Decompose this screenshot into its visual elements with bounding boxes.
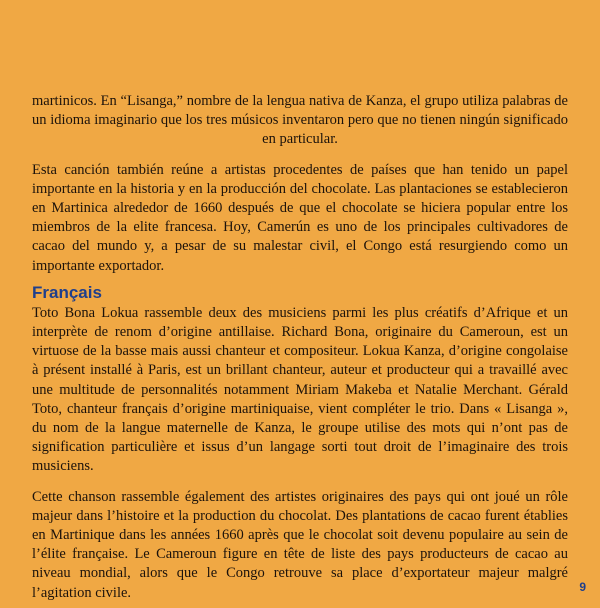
- spanish-paragraph-continued: martinicos. En “Lisanga,” nombre de la lengua nativa de Kanza, el grupo utiliza palabras de un idioma imaginario que los tres músicos inventaron pero que no tienen ningún significado en particular.: [32, 93, 568, 148]
- page-number: 9: [579, 580, 586, 594]
- paragraph-spacer: [32, 150, 568, 161]
- french-section-heading: Français: [32, 282, 102, 302]
- paragraph-spacer: [32, 477, 568, 488]
- booklet-page-text: [32, 92, 568, 603]
- french-paragraph-chocolate: Cette chanson rassemble également des artistes originaires des pays qui ont joué un rôle majeur dans l’histoire et la production du chocolat. Des plantations de cacao furent établies en Martinique dans les années 1660 après que le chocolat soit devenu populaire au sein de l’élite française. Le Cameroun figure en tête de liste des pays producteurs de cacao au niveau mondial, alors que le Congo retrouve sa place d’exportateur majeur malgré l’agitation civile.: [32, 488, 568, 601]
- spanish-paragraph-chocolate: Esta canción también reúne a artistas procedentes de países que han tenido un papel importante en la historia y en la producción del chocolate. Las plantaciones se establecieron en Martinica alrededor de 1660 después de que el chocolate se hiciera popular entre los miembros de la elite francesa. Hoy, Camerún es uno de los principales cultivadores de cacao del mundo y, a pesar de su malestar civil, el Congo está resurgiendo como un importante exportador.: [32, 161, 568, 274]
- french-paragraph-musicians: Toto Bona Lokua rassemble deux des musiciens parmi les plus créatifs d’Afrique et un interprète de renom d’origine antillaise. Richard Bona, originaire du Cameroun, est un virtuose de la basse mais aussi chanteur et compositeur. Lokua Kanza, d’origine congolaise à présent installé à Paris, est un brillant chanteur, auteur et producteur qui a travaillé avec une multitude de personnalités notamment Miriam Makeba et Natalie Merchant. Gérald Toto, chanteur français d’origine martiniquaise, vient compléter le trio. Dans « Lisanga », du nom de la langue maternelle de Kanza, le groupe utilise des mots qui n’ont pas de signification particulière et issus d’un langage sorti tout droit de l’imaginaire des trois musiciens.: [32, 304, 568, 475]
